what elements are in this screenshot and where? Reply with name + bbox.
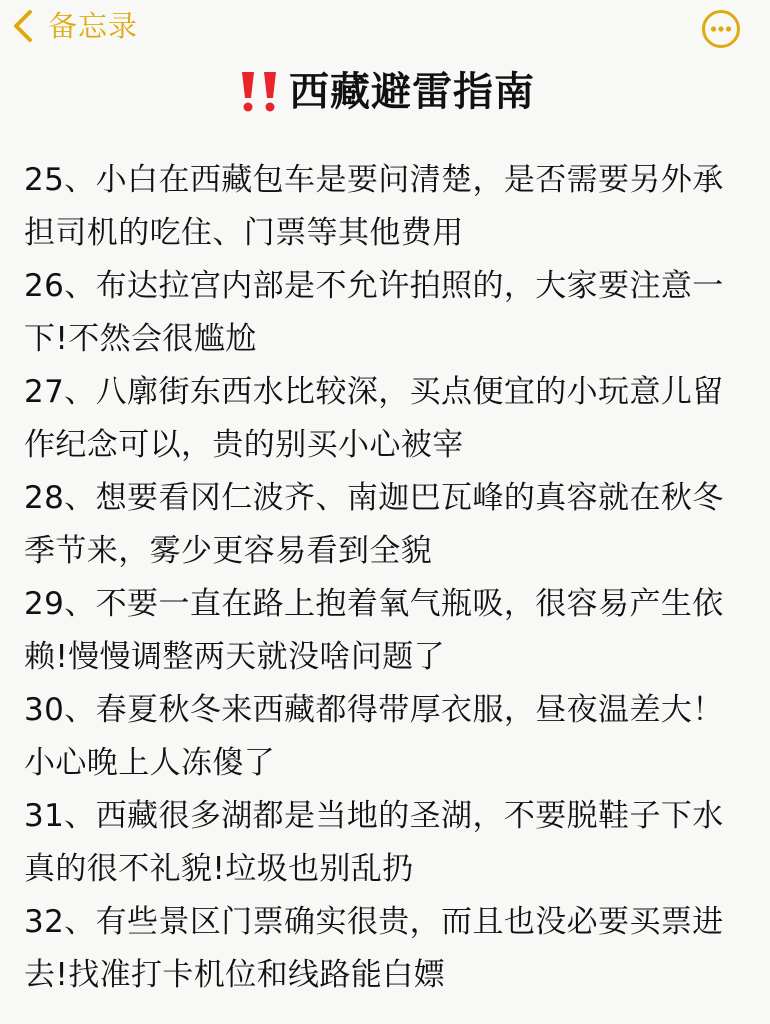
note-line: 31、西藏很多湖都是当地的圣湖，不要脱鞋子下水: [24, 798, 724, 834]
note-line: 26、布达拉宫内部是不允许拍照的，大家要注意一: [24, 268, 724, 304]
chevron-left-icon: [6, 9, 40, 43]
note-line: 去!找准打卡机位和线路能白嫖: [24, 957, 446, 993]
note-line: 下!不然会很尴尬: [24, 321, 257, 357]
note-line: 30、春夏秋冬来西藏都得带厚衣服，昼夜温差大！: [24, 692, 724, 728]
note-line: 25、小白在西藏包车是要问清楚，是否需要另外承: [24, 162, 724, 198]
more-options-icon: [701, 9, 741, 49]
note-line: 28、想要看冈仁波齐、南迦巴瓦峰的真容就在秋冬: [24, 480, 724, 516]
note-line: 季节来，雾少更容易看到全貌: [24, 533, 433, 569]
note-title-row: [0, 60, 770, 124]
note-line: 真的很不礼貌!垃圾也别乱扔: [24, 851, 414, 887]
more-options-button[interactable]: [701, 9, 741, 49]
note-line: 担司机的吃住、门票等其他费用: [24, 215, 464, 251]
note-line: 32、有些景区门票确实很贵，而且也没必要买票进: [24, 904, 724, 940]
top-navigation-bar: [0, 0, 770, 62]
note-body[interactable]: [24, 154, 754, 1002]
note-title: 西藏避雷指南: [289, 69, 535, 115]
note-line: 作纪念可以，贵的别买小心被宰: [24, 427, 464, 463]
note-line: 27、八廓街东西水比较深，买点便宜的小玩意儿留: [24, 374, 724, 410]
back-button[interactable]: [6, 6, 138, 46]
note-line: 29、不要一直在路上抱着氧气瓶吸，很容易产生依: [24, 586, 724, 622]
note-line: 赖!慢慢调整两天就没啥问题了: [24, 639, 446, 675]
double-exclamation-icon: [235, 68, 285, 116]
note-line: 小心晚上人冻傻了: [24, 745, 276, 781]
back-label: 备忘录: [48, 9, 139, 43]
